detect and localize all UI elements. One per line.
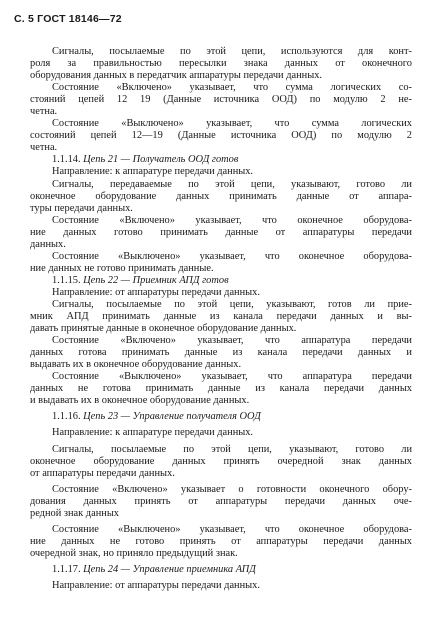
paragraph [30, 251, 412, 275]
text-line: роля за правильностью пересылки знака данных от оконечного [30, 58, 412, 70]
section-heading [30, 154, 412, 166]
section-heading [30, 275, 412, 287]
text-line: ние данных не готово принимать данные. [30, 262, 214, 274]
paragraph [30, 371, 412, 407]
text-line: очередной знак, но приняло предыдущий знак. [30, 547, 238, 559]
text-line: Состояние «Выключено» указывает, что оконечное оборудова- [52, 250, 412, 262]
paragraph [30, 580, 412, 592]
paragraph [30, 484, 412, 520]
text-line: Состояние «Выключено» указывает, что сумма логических [52, 118, 412, 130]
text-line: выдавать их в оконечное оборудование данных. [30, 359, 242, 371]
page-header: С. 5 ГОСТ 18146—72 [14, 13, 122, 25]
text-line: оконечное оборудование данных принять очередной знак данных [30, 455, 412, 467]
text-line: состояний цепей 12—19 (Данные источника ООД) по модулю 2 [30, 130, 412, 142]
paragraph [30, 524, 412, 560]
text-line: Состояние «Включено» указывает, что аппаратура передачи [52, 335, 412, 347]
section-heading-text: 1.1.15. Цепь 22 — Приемник АПД готов [52, 274, 229, 286]
text-line: Направление: от аппаратуры передачи данных. [52, 286, 260, 298]
paragraph [30, 215, 412, 251]
text-line: и выдавать их в оконечное оборудование данных. [30, 395, 250, 407]
text-line: данных готова принимать данные из канала передачи данных и [30, 347, 412, 359]
paragraph [30, 82, 412, 118]
text-line: данных не готова принимать данные из канала передачи данных [30, 383, 412, 395]
paragraph [30, 166, 412, 178]
text-line: данных. [30, 238, 66, 250]
text-line: Направление: от аппаратуры передачи данных. [52, 579, 260, 591]
paragraph [30, 118, 412, 154]
text-line: дования данных принять от аппаратуры передачи данных оче- [30, 495, 412, 507]
section-heading [30, 564, 412, 576]
text-line: от аппаратуры передачи данных. [30, 467, 175, 479]
text-line: туры передачи данных. [30, 202, 133, 214]
section-heading-text: 1.1.14. Цепь 21 — Получатель ООД готов [52, 154, 239, 166]
text-line: оборудования данных в передатчик аппаратуры передачи данных. [30, 70, 323, 82]
text-line: Состояние «Выключено» указывает, что оконечное оборудова- [52, 523, 412, 535]
text-line: Сигналы, посылаемые по этой цепи, указывают, готов ли прие- [52, 298, 412, 310]
text-line: давать принятые данные в оконечное оборудование данных. [30, 323, 297, 335]
text-line: стояний цепей 12 19 (Данные источника ООД) по модулю 2 не- [30, 94, 412, 106]
section-heading-text: 1.1.16. Цепь 23 — Управление получателя ООД [52, 411, 261, 423]
text-line: ние данных готово принимать данные от аппаратуры передачи [30, 226, 412, 238]
section-heading [30, 411, 412, 423]
text-line: мник АПД принимать данные из канала передачи данных и вы- [30, 311, 412, 323]
text-line: Направление: к аппаратуре передачи данных. [52, 427, 254, 439]
paragraph [30, 46, 412, 82]
paragraph [30, 444, 412, 480]
text-line: Состояние «Включено» указывает о готовности оконечного обору- [52, 483, 412, 495]
text-line: Сигналы, посылаемые по этой цепи, используются для конт- [52, 46, 412, 57]
paragraph [30, 179, 412, 215]
text-line: редной знак данных [30, 507, 119, 519]
paragraph [30, 427, 412, 439]
text-line: оконечное оборудование данных принимать данные от аппара- [30, 190, 412, 202]
section-heading-text: 1.1.17. Цепь 24 — Управление приемника АПД [52, 563, 256, 575]
text-line: Направление: к аппаратуре передачи данных. [52, 166, 254, 178]
text-line: Состояние «Включено» указывает, что оконечное оборудова- [52, 214, 412, 226]
paragraph [30, 287, 412, 299]
text-line: четна. [30, 142, 58, 154]
text-line: Состояние «Включено» указывает, что сумма логических со- [52, 82, 412, 94]
text-line: Сигналы, посылаемые по этой цепи, указывают, готово ли [52, 443, 412, 455]
paragraph [30, 335, 412, 371]
document-body [30, 46, 412, 592]
text-line: четна. [30, 106, 58, 118]
text-line: Состояние «Выключено» указывает, что аппаратура передачи [52, 371, 412, 383]
text-line: ние данных не готово принять от аппаратуры передачи данных [30, 535, 412, 547]
text-line: Сигналы, передаваемые по этой цепи, указывают, готово ли [52, 178, 412, 190]
paragraph [30, 299, 412, 335]
